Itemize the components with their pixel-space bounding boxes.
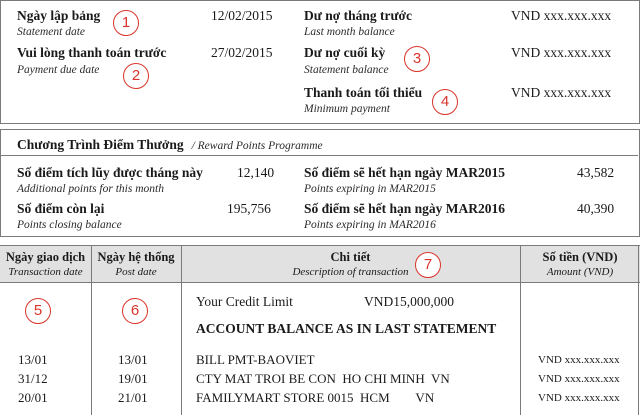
post-date-cell: 19/01	[118, 371, 148, 386]
header-transaction-date	[0, 246, 91, 282]
statement-balance-sub: Statement balance	[304, 64, 389, 76]
points-expiring-2016-label: Số điểm sẽ hết hạn ngày MAR2016	[304, 201, 506, 216]
header-description	[181, 246, 520, 282]
reward-points-divider	[1, 155, 638, 156]
description-cell: FAMILYMART STORE 0015 HCM VN	[196, 390, 435, 405]
callout-badge-1: 1	[113, 10, 139, 36]
table-row	[0, 351, 640, 369]
points-closing-value: 195,756	[227, 201, 271, 216]
table-row	[0, 370, 640, 388]
table-header-divider	[0, 282, 640, 283]
description-cell: BILL PMT-BAOVIET	[196, 352, 315, 367]
callout-badge-4: 4	[432, 89, 458, 115]
additional-points-sub: Additional points for this month	[17, 183, 164, 195]
payment-due-date-value: 27/02/2015	[211, 45, 273, 60]
points-expiring-2015-value: 43,582	[577, 165, 615, 180]
statement-balance-label: Dư nợ cuối kỳ	[304, 45, 386, 60]
table-row	[0, 389, 640, 407]
minimum-payment-label: Thanh toán tối thiểu	[304, 85, 423, 100]
header-amount	[520, 246, 640, 282]
header-amount-sub: Amount (VND)	[546, 266, 614, 278]
post-date-cell: 21/01	[118, 390, 148, 405]
credit-limit-label: Your Credit Limit	[196, 294, 293, 309]
amount-cell: VND xxx.xxx.xxx	[538, 373, 620, 385]
transaction-date-cell: 31/12	[18, 371, 48, 386]
description-cell: CTY MAT TROI BE CON HO CHI MINH VN	[196, 371, 450, 386]
points-closing-label: Số điểm còn lại	[17, 201, 105, 216]
last-month-balance-value: VND xxx.xxx.xxx	[511, 8, 612, 23]
callout-badge-7: 7	[415, 252, 441, 278]
balance-heading: ACCOUNT BALANCE AS IN LAST STATEMENT	[196, 321, 497, 336]
credit-limit-value: VND15,000,000	[364, 294, 454, 309]
header-transaction-date-label: Ngày giao dịch	[5, 250, 86, 264]
header-post-date	[91, 246, 181, 282]
points-expiring-2015-sub: Points expiring in MAR2015	[304, 183, 436, 195]
post-date-cell: 13/01	[118, 352, 148, 367]
last-month-balance-label: Dư nợ tháng trước	[304, 8, 413, 23]
transaction-date-cell: 20/01	[18, 390, 48, 405]
points-closing-sub: Points closing balance	[17, 219, 122, 231]
reward-points-panel	[0, 129, 640, 237]
minimum-payment-sub: Minimum payment	[304, 103, 390, 115]
additional-points-label: Số điểm tích lũy được tháng này	[17, 165, 203, 180]
reward-points-title-row	[17, 136, 323, 154]
statement-date-value: 12/02/2015	[211, 8, 273, 23]
statement-summary-panel	[0, 0, 640, 124]
header-transaction-date-sub: Transaction date	[8, 266, 83, 278]
transaction-date-cell: 13/01	[18, 352, 48, 367]
header-amount-label: Số tiền (VND)	[542, 250, 618, 264]
header-description-sub: Description of transaction	[292, 266, 409, 278]
reward-points-title-sub: / Reward Points Programme	[191, 140, 323, 152]
header-description-label: Chi tiết	[330, 250, 371, 264]
statement-date-sub: Statement date	[17, 26, 86, 38]
callout-badge-3: 3	[404, 46, 430, 72]
statement-date-label: Ngày lập bảng	[17, 8, 101, 23]
header-post-date-label: Ngày hệ thống	[97, 250, 175, 264]
points-expiring-2016-value: 40,390	[577, 201, 615, 216]
callout-badge-5: 5	[25, 298, 51, 324]
statement-balance-value: VND xxx.xxx.xxx	[511, 45, 612, 60]
reward-points-title: Chương Trình Điểm Thưởng	[17, 137, 184, 152]
amount-cell: VND xxx.xxx.xxx	[538, 354, 620, 366]
additional-points-value: 12,140	[237, 165, 275, 180]
amount-cell: VND xxx.xxx.xxx	[538, 392, 620, 404]
payment-due-date-sub: Payment due date	[17, 64, 100, 76]
callout-badge-2: 2	[123, 63, 149, 89]
callout-badge-6: 6	[122, 298, 148, 324]
last-month-balance-sub: Last month balance	[304, 26, 395, 38]
points-expiring-2016-sub: Points expiring in MAR2016	[304, 219, 436, 231]
payment-due-date-label: Vui lòng thanh toán trước	[17, 45, 167, 60]
header-post-date-sub: Post date	[115, 266, 157, 278]
points-expiring-2015-label: Số điểm sẽ hết hạn ngày MAR2015	[304, 165, 506, 180]
minimum-payment-value: VND xxx.xxx.xxx	[511, 85, 612, 100]
